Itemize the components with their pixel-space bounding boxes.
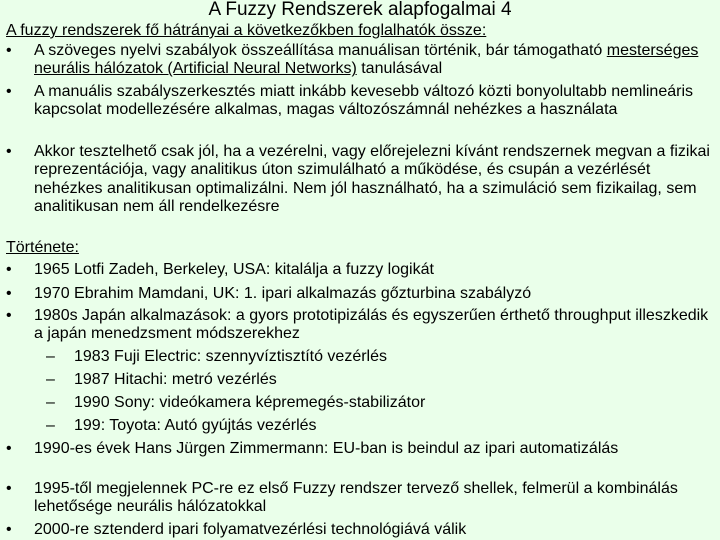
bullet-icon: • xyxy=(6,440,12,457)
bullet-text xyxy=(34,42,714,79)
sub-item-text: 1987 Hitachi: metró vezérlés xyxy=(74,371,277,388)
intro-text: A fuzzy rendszerek fő hátrányai a következőkben foglalhatók össze: xyxy=(6,22,487,39)
bullet-text: 1980s Japán alkalmazások: a gyors prototipizálás és egyszerűen érthető throughput illeszkedik a japán menedzsment módszerekhez xyxy=(34,307,709,343)
bullet-text: 2000-re sztenderd ipari folyamatvezérlési technológiává válik xyxy=(34,521,467,538)
history-heading: Története: xyxy=(6,239,79,256)
intro-line xyxy=(6,22,712,40)
bullet-icon: • xyxy=(6,521,12,538)
bullet-text: A manuális szabályszerkesztés miatt inkább kevesebb változó közti bonyolultabb nemlineáris kapcsolat modellezésére alkalmas, magas változószámnál nehézkes a használata xyxy=(34,83,694,119)
sub-item-text: 1983 Fuji Electric: szennyvíztisztító vezérlés xyxy=(74,348,388,365)
dash-icon: – xyxy=(46,417,55,434)
bullet-icon: • xyxy=(6,143,12,160)
dash-icon: – xyxy=(46,348,55,365)
bullet-icon: • xyxy=(6,42,12,59)
bullet-icon: • xyxy=(6,480,12,497)
bullet-text: 1990-es évek Hans Jürgen Zimmermann: EU-ban is beindul az ipari automatizálás xyxy=(34,440,619,457)
bullet-icon: • xyxy=(6,285,12,302)
sub-item-text: 1990 Sony: videókamera képremegés-stabilizátor xyxy=(74,394,426,411)
bullet-text: 1970 Ebrahim Mamdani, UK: 1. ipari alkalmazás gőzturbina szabályzó xyxy=(34,285,532,302)
bullet-icon: • xyxy=(6,307,12,324)
dash-icon: – xyxy=(46,371,55,388)
sub-item-text: 199: Toyota: Autó gyújtás vezérlés xyxy=(74,417,317,434)
bullet-text: Akkor tesztelhető csak jól, ha a vezérelni, vagy előrejelezni kívánt rendszernek megvan a fizikai reprezentációja, vagy analitikus úton szimulálható a működése, és csupán a vezérlését nehézkes analitikusan optimalizálni. Nem jól használható, ha a szimuláció sem fizikailag, sem analitikusan nem áll rendelkezésre xyxy=(34,143,710,216)
dash-icon: – xyxy=(46,394,55,411)
bullet-icon: • xyxy=(6,261,12,278)
slide-title: A Fuzzy Rendszerek alapfogalmai 4 xyxy=(208,0,512,20)
bullet-text-underlined: mesterséges neurális hálózatok (Artificial Neural Networks) xyxy=(34,42,699,78)
bullet-text-part: A szöveges nyelvi szabályok összeállítása manuálisan történik, bár támogatható xyxy=(34,42,607,59)
bullet-text: 1995-től megjelennek PC-re ez első Fuzzy rendszer tervező shellek, felmerül a kombinálás lehetősége neurális hálózatokkal xyxy=(34,480,678,516)
bullet-text-part: tanulásával xyxy=(356,60,443,78)
bullet-icon: • xyxy=(6,83,12,100)
bullet-text: 1965 Lotfi Zadeh, Berkeley, USA: kitalálja a fuzzy logikát xyxy=(34,261,434,278)
